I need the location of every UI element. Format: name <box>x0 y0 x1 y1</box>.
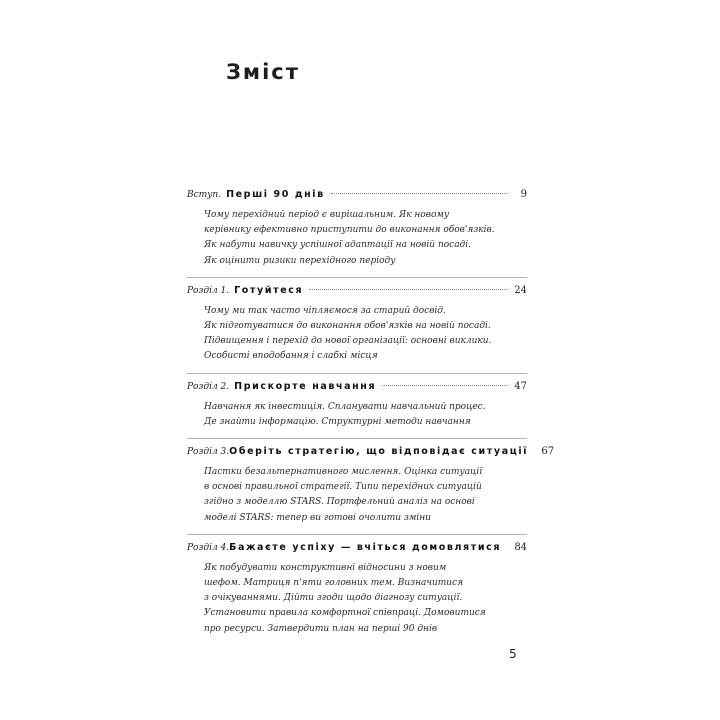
toc-entry-description <box>204 400 527 430</box>
toc-entry-title[interactable]: Оберіть стратегію, що відповідає ситуації <box>229 446 529 458</box>
page-number: 5 <box>509 647 517 661</box>
description-line: керівнику ефективно приступити до виконання обов'язків. <box>204 225 495 236</box>
description-line: Підвищення і перехід до нової організації: основні виклики. <box>204 336 492 347</box>
toc-entry-title[interactable]: Прискорте навчання <box>234 380 377 392</box>
toc-page-number[interactable]: 67 <box>541 446 555 458</box>
leader-dots <box>331 193 507 194</box>
toc-entry-heading <box>187 446 555 463</box>
toc-entry-label: Розділ 1. <box>187 285 230 296</box>
toc-entry-chapter-4 <box>187 542 527 645</box>
description-line: Як підготуватися до виконання обов'язків на новій посаді. <box>204 321 491 332</box>
toc-entry-chapter-2 <box>187 381 527 439</box>
description-line: про ресурси. Затвердити план на перші 90 днів <box>204 623 438 634</box>
toc-entry-title[interactable]: Готуйтеся <box>234 284 304 296</box>
toc-entry-description <box>204 304 527 365</box>
description-line: Де знайти інформацію. Структурні методи навчання <box>204 416 471 427</box>
description-line: Особисті вподобання і слабкі місця <box>204 351 378 362</box>
toc-entry-title[interactable]: Бажаєте успіху — вчіться домовлятися <box>229 541 502 553</box>
toc-entry-label: Розділ 4. <box>187 542 230 553</box>
toc-entry-label: Розділ 3. <box>187 447 230 458</box>
toc-entry-description <box>204 561 527 637</box>
description-line: з очікуваннями. Дійти згоди щодо діагнозу ситуації. <box>204 593 463 604</box>
toc-entry-title[interactable]: Перші 90 днів <box>226 189 325 200</box>
description-line: Установити правила комфортної співпраці. Домовитися <box>204 608 486 619</box>
toc-entry-description <box>204 208 527 269</box>
page-title: Зміст <box>226 60 300 84</box>
description-line: Як набути навичку успішної адаптації на новій посаді. <box>204 240 472 251</box>
toc-entry-heading <box>187 189 527 206</box>
toc-entry-chapter-1 <box>187 285 527 374</box>
description-line: Навчання як інвестиція. Спланувати навчальний процес. <box>204 401 486 412</box>
description-line: в основі правильної стратегії. Типи перехідних ситуацій <box>204 482 482 493</box>
description-line: Чому ми так часто чіпляємося за старий досвід. <box>204 305 446 316</box>
table-of-contents <box>187 189 555 652</box>
toc-page-number[interactable]: 9 <box>520 189 527 200</box>
toc-entry-label: Розділ 2. <box>187 381 230 392</box>
description-line: шефом. Матриця п'яти головних тем. Визначитися <box>204 578 464 589</box>
toc-entry-intro <box>187 189 527 278</box>
description-line: Чому перехідний період є вирішальним. Як новому <box>204 210 450 220</box>
leader-dots <box>309 289 507 290</box>
toc-entry-heading <box>187 381 527 398</box>
description-line: Як побудувати конструктивні відносини з новим <box>204 562 447 573</box>
toc-entry-chapter-3 <box>187 446 555 535</box>
toc-entry-label: Вступ. <box>187 190 222 200</box>
description-line: згідно з моделлю STARS. Портфельний аналіз на основі <box>204 497 475 508</box>
leader-dots <box>382 385 507 386</box>
toc-entry-heading <box>187 542 527 559</box>
description-line: моделі STARS: тепер ви готові очолити зміни <box>204 512 431 523</box>
toc-entry-heading <box>187 285 527 302</box>
toc-page-number[interactable]: 47 <box>514 380 527 392</box>
description-line: Пастки безальтернативного мислення. Оцінка ситуації <box>204 467 483 478</box>
toc-page-number[interactable]: 84 <box>514 541 528 553</box>
toc-page-number[interactable]: 24 <box>514 284 527 296</box>
toc-entry-description <box>204 465 527 526</box>
description-line: Як оцінити ризики перехідного періоду <box>204 255 396 266</box>
